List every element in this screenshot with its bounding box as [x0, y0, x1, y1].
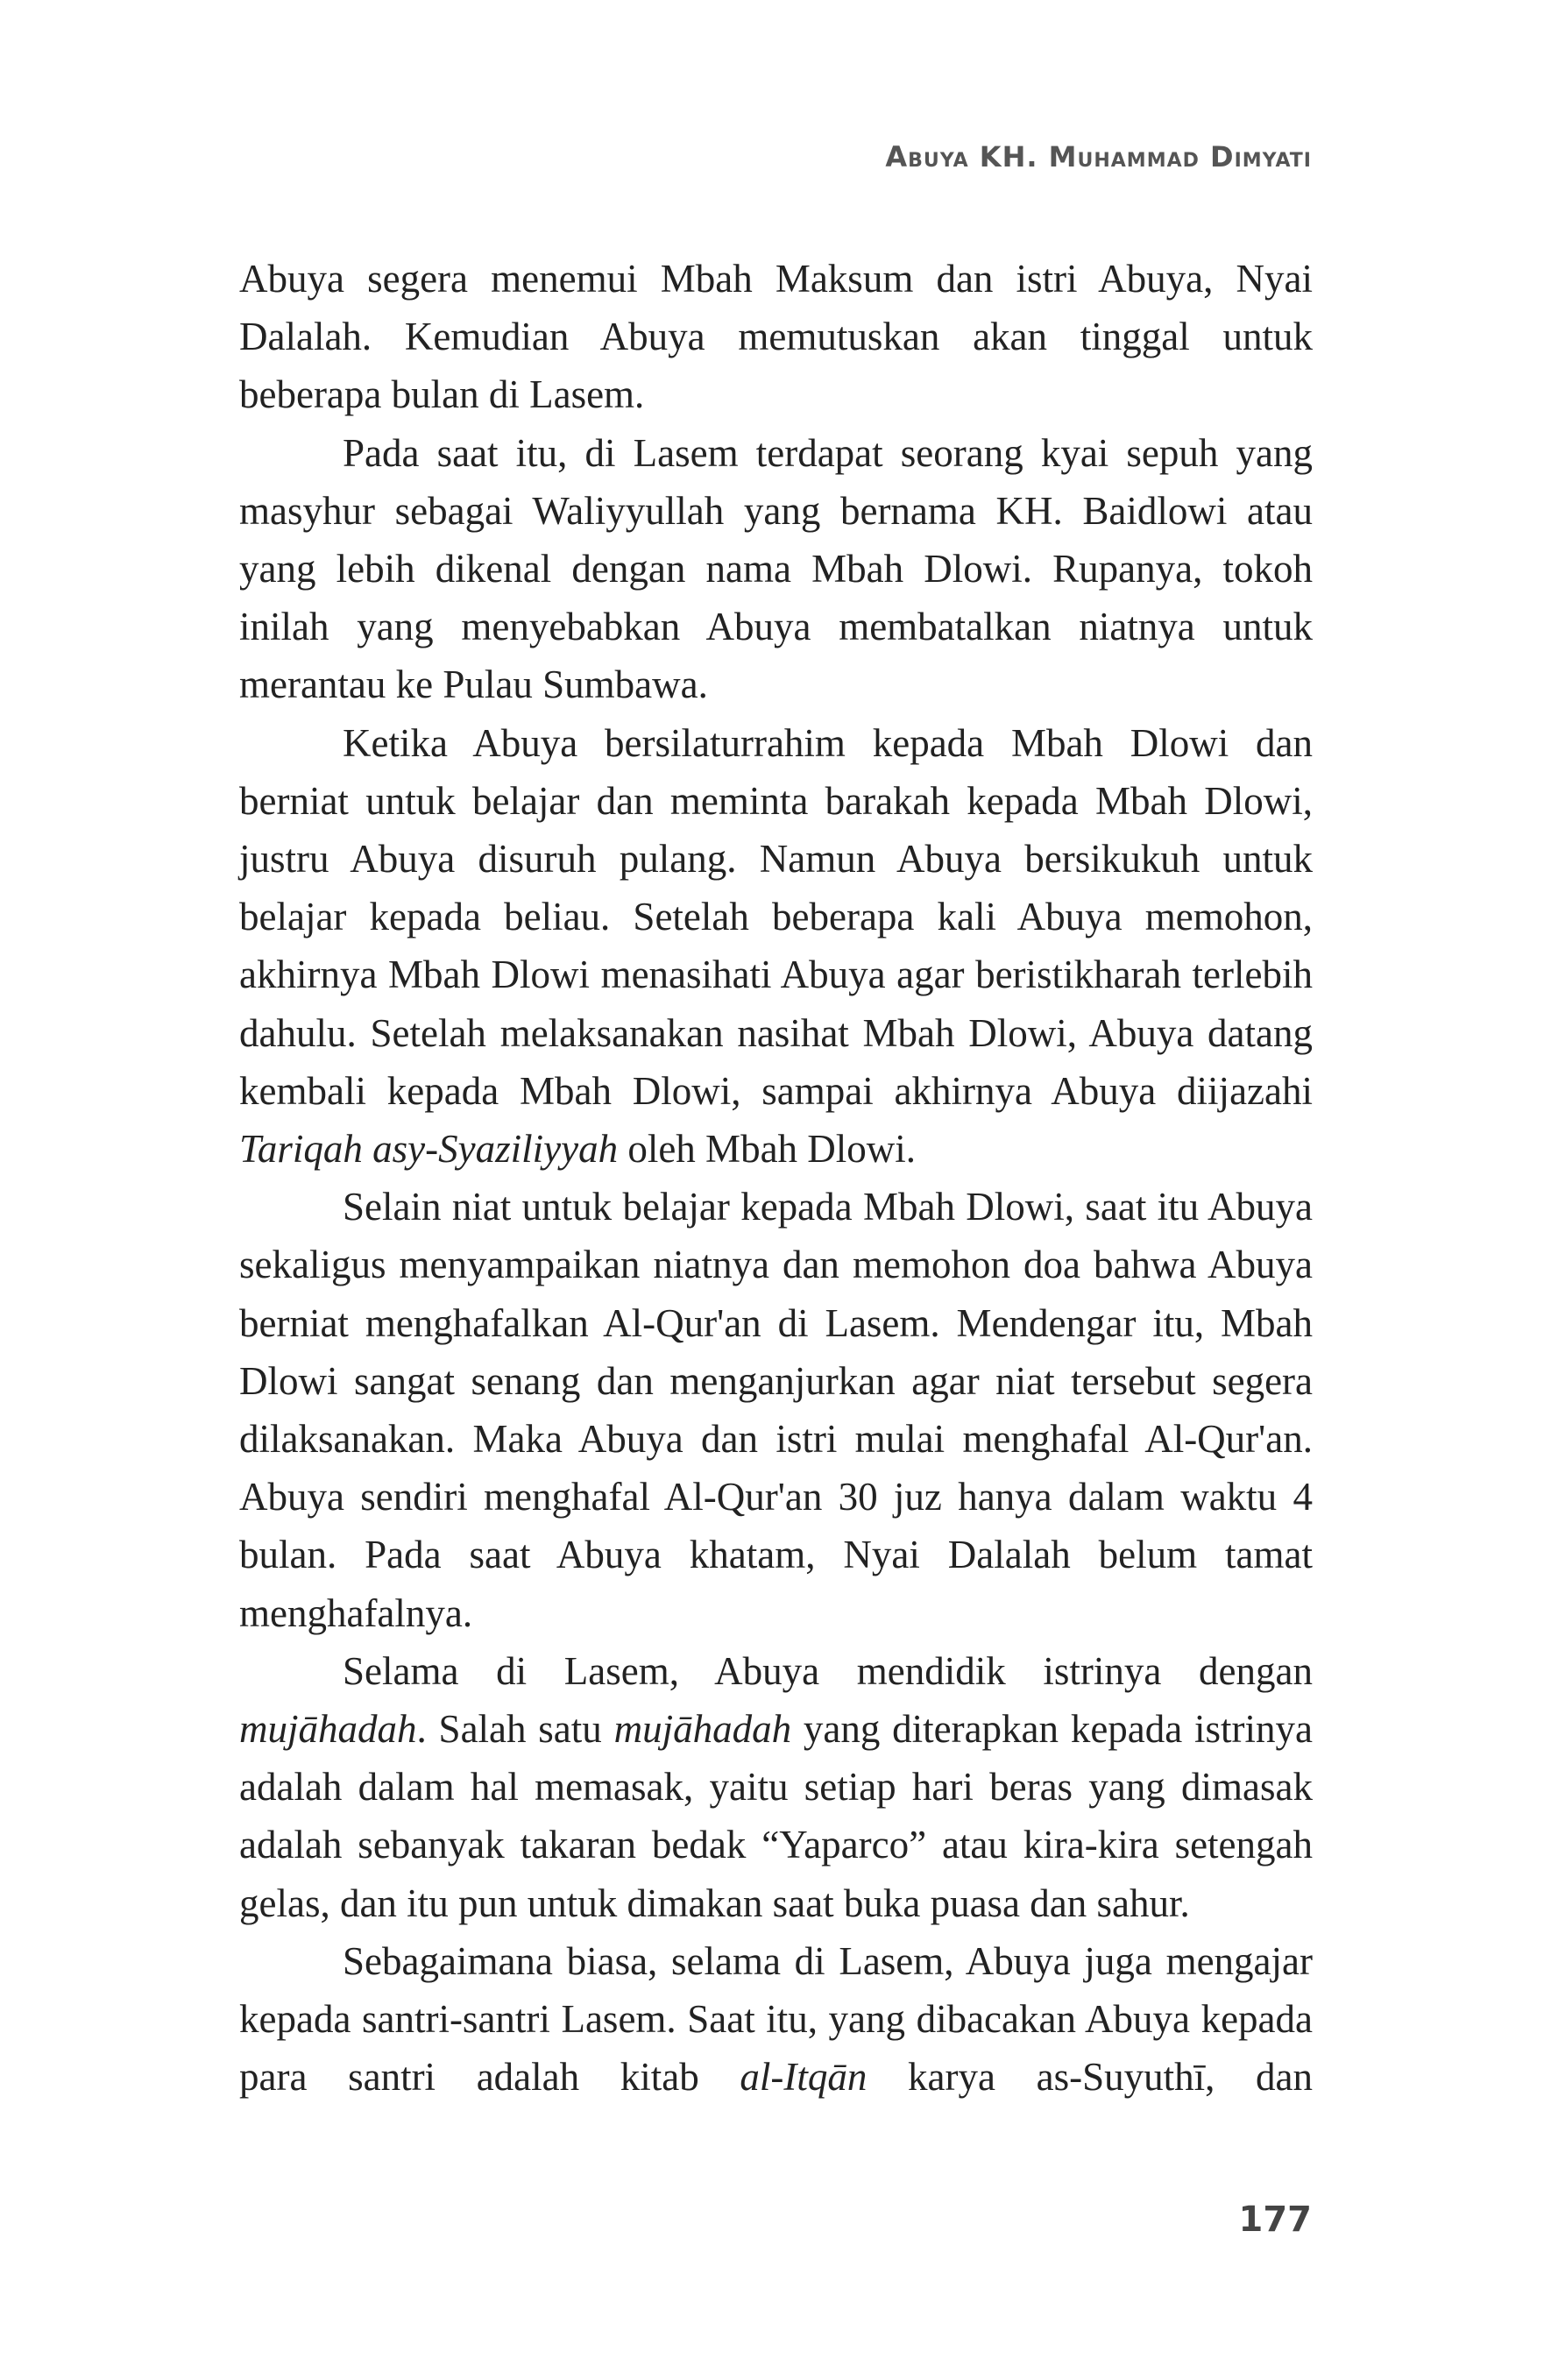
paragraph-6-italic-term: al-Itqān	[740, 2055, 868, 2100]
paragraph-3-italic-term: Tariqah asy-Syaziliyyah	[239, 1127, 619, 1172]
paragraph-6	[239, 1932, 1313, 2107]
running-header: Abuya KH. Muhammad Dimyati	[885, 140, 1312, 174]
paragraph-4: Selain niat untuk belajar kepada Mbah Dlowi, saat itu Abuya sekaligus menyampaikan niatnya dan memohon doa bahwa Abuya berniat menghafalkan Al-Qur'an di Lasem. Mendengar itu, Mbah Dlowi sangat senang dan menganjurkan agar niat tersebut segera dilaksanakan. Maka Abuya dan istri mulai menghafal Al-Qur'an. Abuya sendiri menghafal Al-Qur'an 30 juz hanya dalam waktu 4 bulan. Pada saat Abuya khatam, Nyai Dalalah belum tamat menghafalnya.	[239, 1185, 1313, 1635]
paragraph-3-text-end: oleh Mbah Dlowi.	[618, 1127, 917, 1172]
paragraph-5-text: Selama di Lasem, Abuya mendidik istrinya dengan	[343, 1648, 1313, 1693]
body-text	[239, 250, 1313, 2107]
page-number: 177	[1238, 2199, 1312, 2240]
paragraph-6-text-end: karya as-Suyuthī, dan	[867, 2055, 1313, 2100]
paragraph-3	[239, 714, 1313, 1179]
paragraph-6-text: Sebagaimana biasa, selama di Lasem, Abuya juga mengajar kepada santri-santri Lasem. Saat itu, yang dibacakan Abuya kepada para santri adalah kitab	[239, 1938, 1313, 2100]
paragraph-5-italic-term: mujāhadah	[239, 1707, 417, 1752]
paragraph-5-text-end: yang diterapkan kepada istrinya adalah dalam hal memasak, yaitu setiap hari beras yang dimasak adalah sebanyak takaran bedak “Yaparco” atau kira-kira setengah gelas, dan itu pun untuk dimakan saat buka puasa dan sahur.	[239, 1707, 1314, 1925]
paragraph-5	[239, 1642, 1313, 1932]
paragraph-3-text: Ketika Abuya bersilaturrahim kepada Mbah Dlowi dan berniat untuk belajar dan meminta barakah kepada Mbah Dlowi, justru Abuya disuruh pulang. Namun Abuya bersikukuh untuk belajar kepada beliau. Setelah beberapa kali Abuya memohon, akhirnya Mbah Dlowi menasihati Abuya agar beristikharah terlebih dahulu. Setelah melaksanakan nasihat Mbah Dlowi, Abuya datang kembali kepada Mbah Dlowi, sampai akhirnya Abuya diijazahi	[239, 720, 1313, 1113]
paragraph-2: Pada saat itu, di Lasem terdapat seorang kyai sepuh yang masyhur sebagai Waliyyullah yang bernama KH. Baidlowi atau yang lebih dikenal dengan nama Mbah Dlowi. Rupanya, tokoh inilah yang menyebabkan Abuya membatalkan niatnya untuk merantau ke Pulau Sumbawa.	[239, 430, 1313, 707]
paragraph-5-text-mid: . Salah satu	[416, 1707, 614, 1752]
paragraph-5-italic-term-2: mujāhadah	[613, 1707, 792, 1752]
paragraph-1: Abuya segera menemui Mbah Maksum dan istri Abuya, Nyai Dalalah. Kemudian Abuya memutuskan akan tinggal untuk beberapa bulan di Lasem.	[239, 257, 1313, 417]
